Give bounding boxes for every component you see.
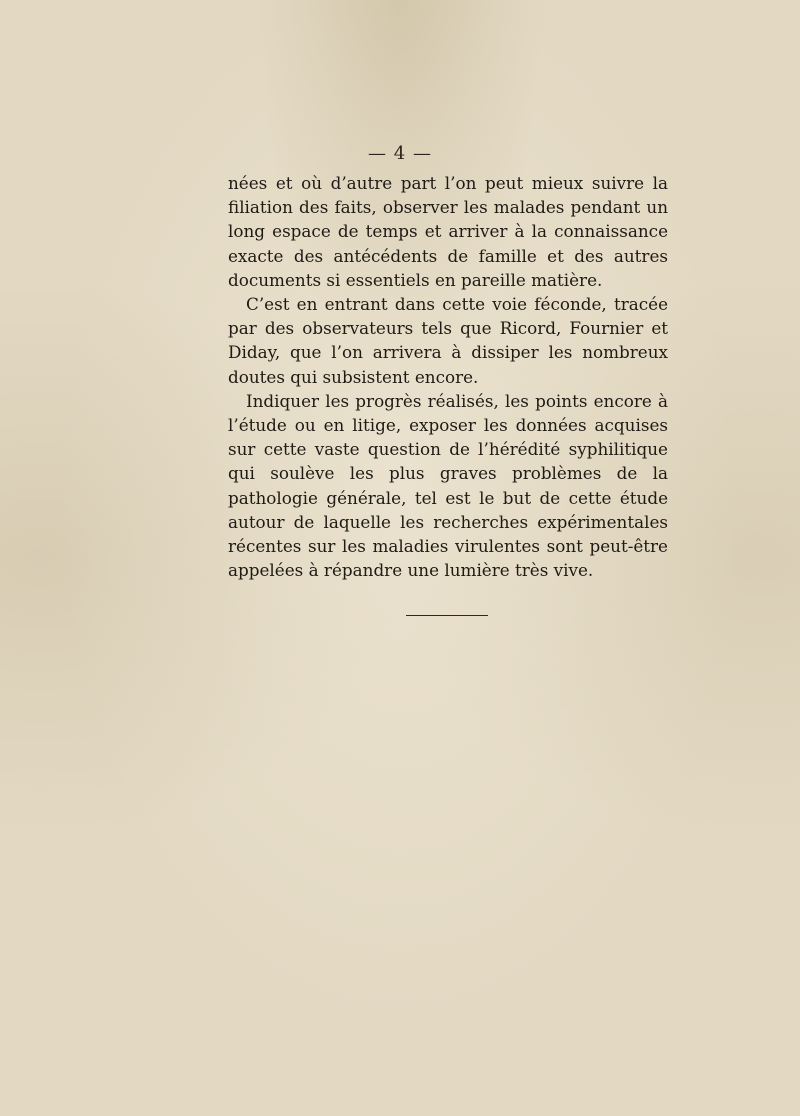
section-divider [406,615,488,616]
paragraph-2: C’est en entrant dans cette voie féconde, tracée par des observateurs tels que Ricord, Fournier et Diday, que l’on arrivera à dissiper les nombreux doutes qui subsistent encore. [228,294,668,387]
paragraph-3: Indiquer les progrès réalisés, les points encore à l’étude ou en litige, exposer les données acquises sur cette vaste question de l’hérédité syphilitique qui soulève les plus graves problèmes de la pathologie générale, tel est le but de cette étude autour de laquelle les recherches expérimentales récentes sur les maladies virulentes sont peut-être appelées à répandre une lumière très vive. [228,390,668,581]
body-text [228,171,668,582]
page-number: — 4 — [368,143,432,164]
paragraph-1: nées et où d’autre part l’on peut mieux suivre la filiation des faits, observer les malades pendant un long espace de temps et arriver à la connaissance exacte des antécédents de famille et des autres documents si essentiels en pareille matière. [228,173,668,290]
